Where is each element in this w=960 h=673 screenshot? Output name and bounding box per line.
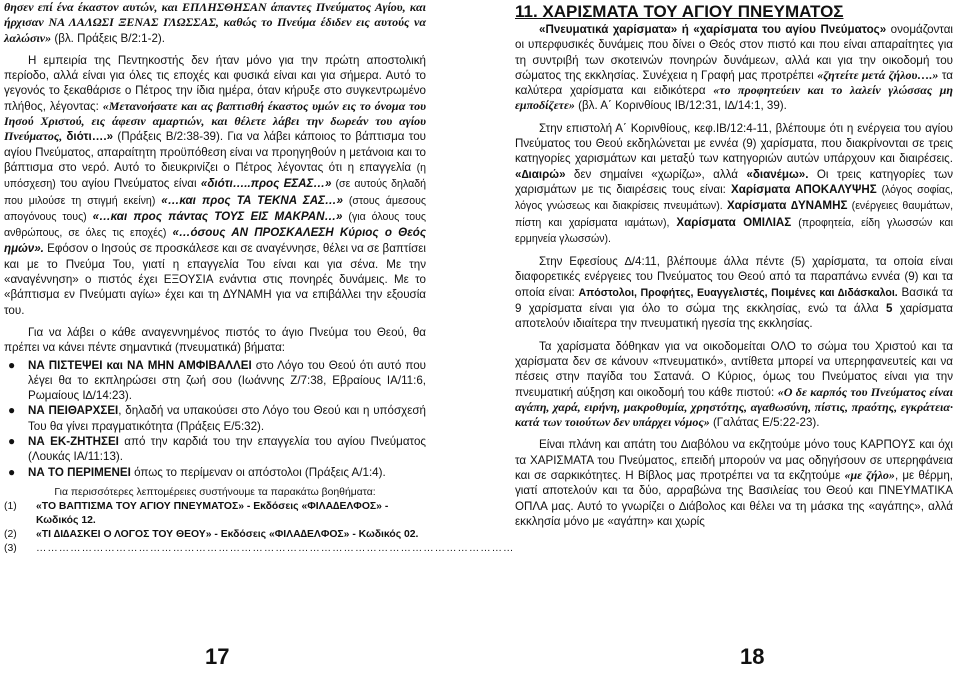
steps-list [4, 358, 426, 480]
footnote: (3) ……………………………………………………………………………………………………………… [4, 542, 515, 554]
scripture-reference: (βλ. Πράξεις Β/2:1-2). [51, 31, 165, 45]
list-item: ● ΝΑ ΕΚ-ΖΗΤΗΣΕΙ από την καρδιά του την επαγγελία του αγίου Πνεύματος (Λουκάς ΙΑ/11:13). [8, 434, 426, 464]
bullet-icon: ● [8, 403, 16, 418]
bullet-icon: ● [8, 434, 16, 449]
scripture-quote: θησεν επί ένα έκαστον αυτών, και ΕΠΛΗΣΘΗΣΑΝ άπαντες Πνεύματος Αγίου, και ήρχισαν ΝΑ ΛΑΛΩΣΙ ΞΕΝΑΣ ΓΛΩΣΣΑΣ, καθώς το Πνεύμα έδιδεν εις αυτούς να λαλώσιν» [4, 0, 426, 45]
right-page [515, 0, 953, 529]
intro-quote-paragraph [4, 0, 426, 46]
footnotes-title: Για περισσότερες λεπτομέρειες συστήνουμε τα παρακάτω βοηθήματα: [54, 486, 376, 498]
list-item: ● ΝΑ ΠΙΣΤΕΨΕΙ και ΝΑ ΜΗΝ ΑΜΦΙΒΑΛΛΕΙ στο Λόγο του Θεού ότι αυτό που λέγει θα το εκπληρώσει στη ζωή σου (Ιωάννης Ζ/7:38, Εβραίους ΙΑ/11:6, Ρωμαίους Ι∆/14:23). [8, 357, 426, 403]
left-page [4, 0, 515, 556]
footnote: (1) «ΤΟ ΒΑΠΤΙΣΜΑ ΤΟΥ ΑΓΙΟΥ ΠΝΕΥΜΑΤΟΣ» - Εκδόσεις «ΦΙΛΑ∆ΕΛΦΟΣ» - Κωδικός 12. [4, 500, 389, 526]
acts-quote: «Μετανοήσατε και ας βαπτισθή έκαστος υμών εις το όνομα του Ιησού Χριστού, εις άφεσιν αμαρτιών, και θέλετε λάβει την δωρεάν του αγίου Πνεύματος, [4, 98, 426, 144]
fruit-of-spirit-paragraph: Τα χαρίσματα δόθηκαν για να οικοδομείται ΟΛΟ το σώμα του Χριστού και τα χαρίσματα δεν σε κάνουν «πνευματικό», αντίθετα μπορεί να υπερηφανευτείς και να πέσεις στην παγίδα του Σατανά. Ο Κύριος, όμως του Πνεύματος είναι για την πνευματική αύξηση και οικοδομή του κάθε πιστού: «Ο δε καρπός του Πνεύματος είναι αγάπη, χαρά, ειρήνη, μακροθυμία, χρηστότης, αγαθωσύνη, πίστις, πραότης, εγκράτεια· κατά των τοιούτων δεν υπάρχει νόμος» (Γαλάτας Ε/5:22-23). [515, 339, 953, 430]
footnote: (2) «ΤΙ ∆Ι∆ΑΣΚΕΙ Ο ΛΟΓΟΣ ΤΟΥ ΘΕΟΥ» - Εκδόσεις «ΦΙΛΑ∆ΕΛΦΟΣ» - Κωδικός 02. [4, 528, 419, 540]
deception-paragraph: Είναι πλάνη και απάτη του ∆ιαβόλου να εκζητούμε μόνο τους ΚΑΡΠΟΥΣ και όχι τα ΧΑΡΙΣΜΑΤΑ του Πνεύματος, επειδή μπορούν να μας οδηγήσουν σε υπερηφάνεια και σε σαρκικότητες. Η Βίβλος μας προτρέπει να τα εκζητούμε «με ζήλο», με θέρμη, γιατί αποτελούν και τα δύο, αρραβώνα της Βασιλείας του Θεού και ΠΝΕΥΜΑΤΙΚΑ ΟΠΛΑ μας. Αυτό το γνωρίζει ο ∆ιάβολος και θέλει να τη μάσκα της «αγάπης», αλλά εκκλησία μόνο με «αγάπη» και χωρίς [515, 438, 953, 528]
five-gifts-paragraph: Στην Εφεσίους ∆/4:11, βλέπουμε άλλα πέντε (5) χαρίσματα, τα οποία είναι διαφορετικές ενέργειες του Πνεύματος του Θεού από τα παραπάνω εννέα (9) και τα οποία είναι: Απόστολοι, Προφήτες, Ευαγγελιστές, Ποιμένες και ∆ιδάσκαλοι. Βασικά τα 9 χαρίσματα είναι για όλο το σώμα της εκκλησίας, ενώ τα άλλα 5 χαρίσματα αποτελούν ιδιαίτερα την πνευματική ηγεσία της εκκλησίας. [515, 255, 954, 331]
bullet-icon: ● [8, 464, 16, 479]
pentecost-paragraph: Η εμπειρία της Πεντηκοστής δεν ήταν μόνο για την πρώτη αποστολική περίοδο, αλλά είναι για όλες τις εποχές και φυσικά είναι και για σήμερα. Αυτό το γεγονός το ξεκαθάρισε ο Πέτρος την ίδια ημέρα, όταν κήρυξε στο συγκεντρωμένο πλήθος, λέγοντας: «Μετανοήσατε και ας βαπτισθή έκαστος υμών εις το όνομα του Ιησού Χριστού, εις άφεσιν αμαρτιών, και θέλετε λάβει την δωρεάν του αγίου Πνεύματος, διότι….» (Πράξεις Β/2:38-39). Για να λάβει κάποιος το βάπτισμα του αγίου Πνεύματος, απαραίτητη προϋπόθεση είναι να προηγηθούν η μετάνοια και το βάπτισμα στο νερό. Αυτό το διευκρινίζει ο Πέτρος λέγοντας ότι η επαγγελία (η υπόσχεση) του αγίου Πνεύματος είναι «διότι…..προς ΕΣΑΣ…» (σε αυτούς δηλαδή που μιλούσε τη στιγμή εκείνη) «…και προς ΤΑ ΤΕΚΝΑ ΣΑΣ…» (στους άμεσους απογόνους τους) «…και προς πάντας ΤΟΥΣ ΕΙΣ ΜΑΚΡΑΝ…» (για όλους τους ανθρώπους, σε όλες τις εποχές) «…όσους ΑΝ ΠΡΟΣΚΑΛΕΣΗ Κύριος ο Θεός ημών». Εφόσον ο Ιησούς σε προσκάλεσε και σε αναγέννησε, θέλει να σε βαπτίσει και με το Πνεύμα Του, γιατί η επαγγελία Του είναι και για σένα. Με την «αναγέννηση» ο πιστός έχει ΕΞΟΥΣΙΑ ενάντια στις πονηρές δυνάμεις. Με το «βάπτισμα εν Πνεύματι αγίω» έχει και τη ΔΥΝΑΜΗ για να επιβάλλει την εξουσία του. [4, 53, 427, 317]
list-item: ● ΝΑ ΠΕΙΘΑΡΧΣΕΙ, δηλαδή να υπακούσει στο Λόγο του Θεού και η υπόσχεσή Του θα γίνει πραγματικότητα (Πράξεις Ε/5:32). [8, 403, 426, 433]
bullet-icon: ● [8, 357, 16, 372]
page-number-right: 18 [740, 644, 765, 669]
nine-gifts-paragraph: Στην επιστολή Α΄ Κορινθίους, κεφ.ΙΒ/12:4-11, βλέπουμε ότι η ενέργεια του αγίου Πνεύματος του Θεού εκδηλώνεται με εννέα (9) χαρίσματα, που διακρίνονται σε τρεις κατηγορίες χαρισμάτων και μεταξύ των κατηγοριών αυτών υπάρχουν και διαιρέσεις. «∆ιαιρώ» δεν σημαίνει «χωρίζω», αλλά «διανέμω». Οι τρεις κατηγορίες των χαρισμάτων με τις διαιρέσεις τους είναι: Χαρίσματα ΑΠΟΚΑΛΥΨΗΣ (λόγος σοφίας, λόγος γνώσεως και διακρίσεις πνευμάτων). Χαρίσματα ∆ΥΝΑΜΗΣ (ενέργειες θαυμάτων, πίστη και χαρίσματα ιαμάτων), Χαρίσματα ΟΜΙΛΙΑΣ (προφητεία, είδη γλωσσών και ερμηνεία γλωσσών). [515, 121, 954, 245]
gifts-definition-paragraph: «Πνευματικά χαρίσματα» ή «χαρίσματα του αγίου Πνεύματος» ονομάζονται οι υπερφυσικές δυνάμεις που δίνει ο Θεός στον πιστό και που είναι απαραίτητες για τη συντριβή των σκοτεινών πονηρών δυνάμεων, αλλά και για την οικοδομή του σώματος της εκκλησίας. Συνέχεια η Γραφή μας προτρέπει «ζητείτε μετά ζήλου….» τα καλύτερα χαρίσματα και ειδικότερα «το προφητεύειν και το λαλείν γλώσσας μη εμποδίζετε» (βλ. Α΄ Κορινθίους ΙΒ/12:31, Ι∆/14:1, 39). [515, 23, 954, 113]
page-number-left: 17 [205, 644, 230, 669]
chapter-heading: 11. ΧΑΡΙΣΜΑΤΑ ΤΟΥ ΑΓΙΟΥ ΠΝΕΥΜΑΤΟΣ [515, 2, 844, 21]
list-item: ● ΝΑ ΤΟ ΠΕΡΙΜΕΝΕΙ όπως το περίμεναν οι απόστολοι (Πράξεις Α/1:4). [8, 464, 386, 479]
steps-intro-paragraph: Για να λάβει ο κάθε αναγεννημένος πιστός το άγιο Πνεύμα του Θεού, θα πρέπει να κάνει πέντε σημαντικά (πνευματικά) βήματα: [4, 325, 426, 355]
